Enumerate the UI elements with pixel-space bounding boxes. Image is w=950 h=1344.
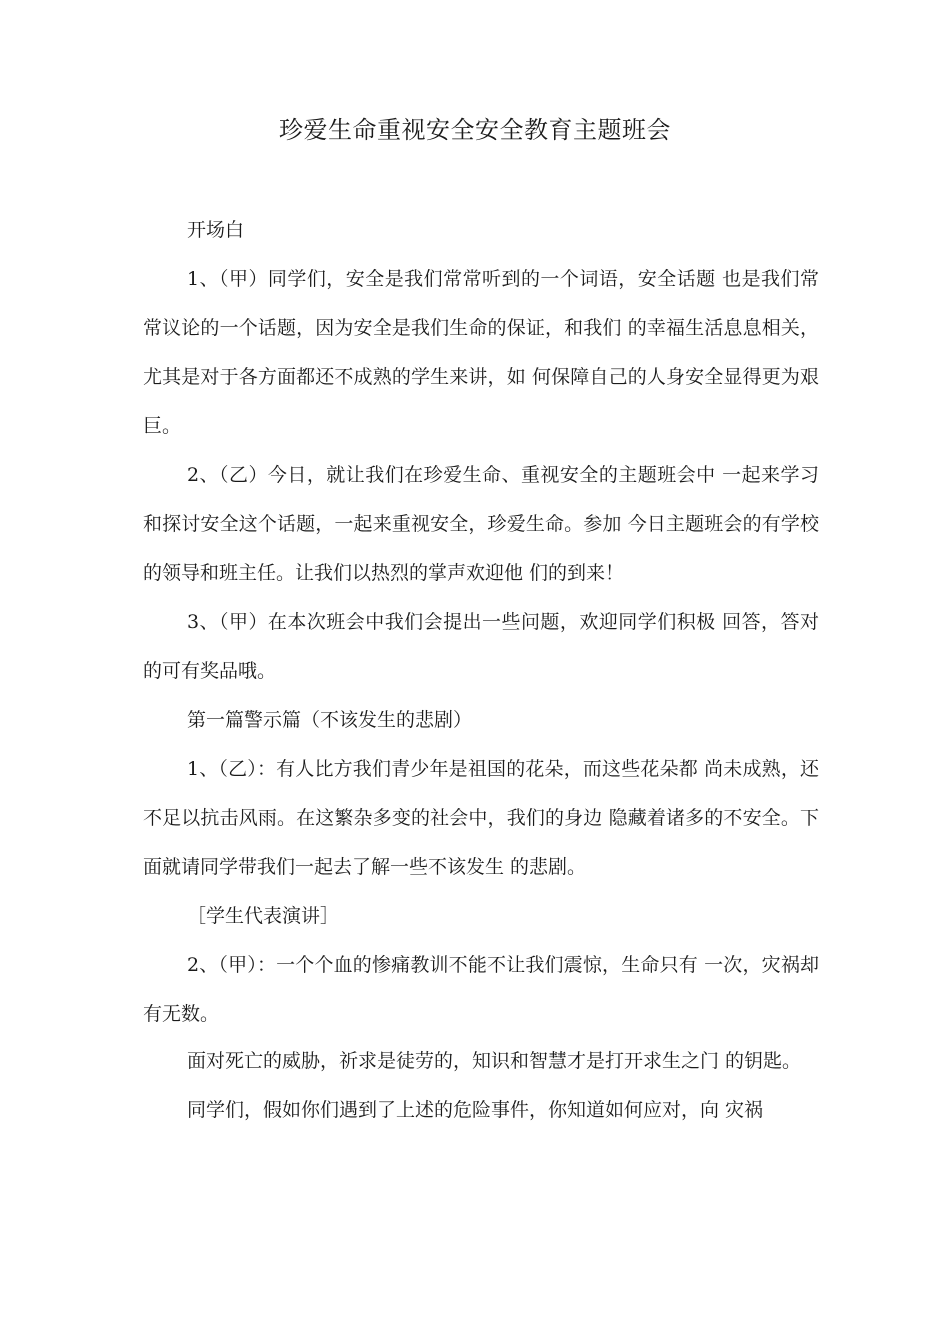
section-heading-warning: 第一篇警示篇（不该发生的悲剧） [187, 709, 473, 731]
paragraph-1: 1、（甲）同学们，安全是我们常常听到的一个词语，安全话题 也是我们常常议论的一个话题，因为安全是我们生命的保证，和我们 的幸福生活息息相关，尤其是对于各方面都还不成熟的学生来讲，如 何保障自己的人身安全显得更为艰巨。 [143, 268, 819, 437]
paragraph-student-speech: ［学生代表演讲］ [187, 905, 340, 927]
paragraph-opening-heading: 开场白 [187, 219, 245, 241]
paragraph-5: 2、（甲）：一个个血的惨痛教训不能不让我们震惊，生命只有 一次，灾祸却有无数。 [143, 954, 819, 1025]
paragraph-4: 1、（乙）：有人比方我们青少年是祖国的花朵，而这些花朵都 尚未成熟，还不足以抗击风雨。在这繁杂多变的社会中，我们的身边 隐藏着诸多的不安全。下面就请同学带我们一起去了解一些不该发生 的悲剧。 [143, 758, 819, 878]
paragraph-2: 2、（乙）今日，就让我们在珍爱生命、重视安全的主题班会中 一起来学习和探讨安全这个话题，一起来重视安全，珍爱生命。参加 今日主题班会的有学校的领导和班主任。让我们以热烈的掌声欢迎他 们的到来！ [143, 464, 819, 584]
document-body [143, 206, 819, 1135]
paragraph-7: 同学们，假如你们遇到了上述的危险事件，你知道如何应对，向 灾祸 [187, 1099, 764, 1121]
paragraph-3: 3、（甲）在本次班会中我们会提出一些问题，欢迎同学们积极 回答，答对的可有奖品哦。 [143, 611, 819, 682]
document-title: 珍爱生命重视安全安全教育主题班会 [279, 116, 671, 144]
paragraph-6: 面对死亡的威胁，祈求是徒劳的，知识和智慧才是打开求生之门 的钥匙。 [187, 1050, 802, 1072]
